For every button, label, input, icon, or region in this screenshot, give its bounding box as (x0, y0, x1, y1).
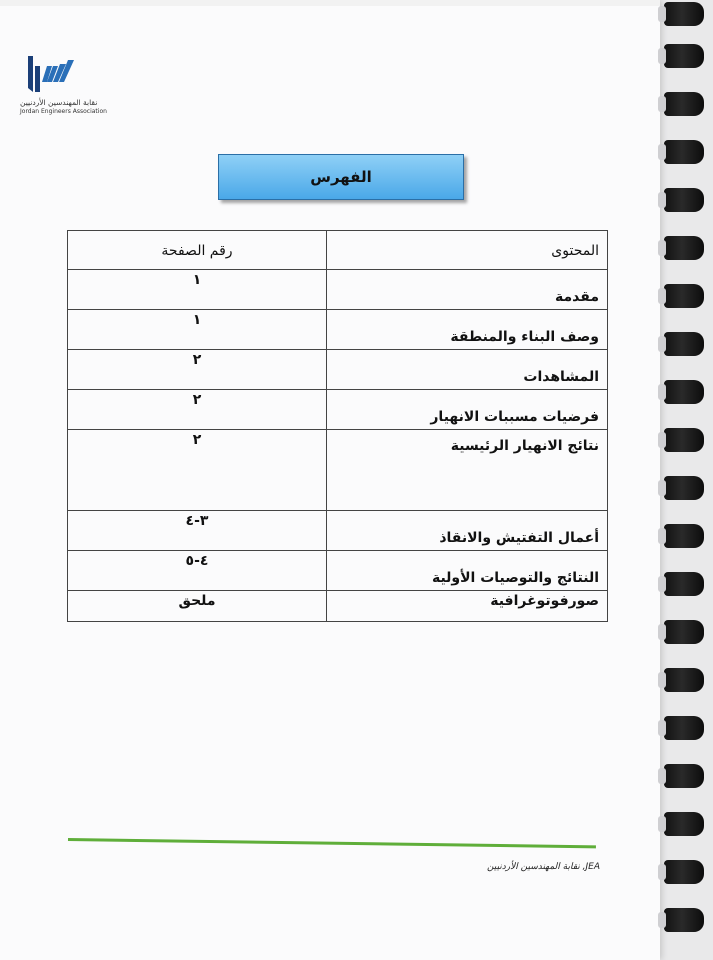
binding-coil (664, 476, 704, 500)
table-row (68, 390, 608, 430)
row-content: النتائج والتوصيات الأولية (327, 551, 608, 591)
header-page-number: رقم الصفحة (68, 231, 327, 270)
binding-coil (664, 860, 704, 884)
index-title: الفهرس (218, 154, 464, 200)
header-content: المحتوى (327, 231, 608, 270)
jea-logo-icon (24, 52, 76, 98)
row-page: ٢ (68, 390, 327, 430)
binding-coil (664, 332, 704, 356)
binding-coil (664, 380, 704, 404)
row-page: ٢ (68, 430, 327, 511)
row-page: ٢ (68, 350, 327, 390)
binding-coil (664, 668, 704, 692)
binding-coil (664, 92, 704, 116)
logo-name-arabic: نقابة المهندسين الأردنيين (20, 98, 98, 107)
binding-coil (664, 620, 704, 644)
binding-coil (664, 716, 704, 740)
table-row (68, 511, 608, 551)
row-page: ٣-٤ (68, 511, 327, 551)
row-content: وصف البناء والمنطقة (327, 310, 608, 350)
logo-name-english: Jordan Engineers Association (20, 108, 107, 115)
binding-coil (664, 812, 704, 836)
binding-coil (664, 2, 704, 26)
row-content: المشاهدات (327, 350, 608, 390)
jea-logo (20, 52, 120, 122)
row-page: ١ (68, 310, 327, 350)
row-content: صورفوتوغرافية (327, 591, 608, 622)
table-row (68, 270, 608, 310)
binding-coil (664, 524, 704, 548)
row-content: فرضيات مسببات الانهيار (327, 390, 608, 430)
row-page: ملحق (68, 591, 327, 622)
table-row (68, 430, 608, 511)
table-row (68, 350, 608, 390)
footer-divider (68, 838, 596, 848)
table-header-row (68, 231, 608, 270)
row-content: أعمال التفتيش والانقاذ (327, 511, 608, 551)
binding-coil (664, 140, 704, 164)
binding-coil (664, 44, 704, 68)
binding-coil (664, 428, 704, 452)
table-row (68, 310, 608, 350)
table-row (68, 591, 608, 622)
binding-coil (664, 572, 704, 596)
binding-coil (664, 236, 704, 260)
binding-coil (664, 284, 704, 308)
row-content: نتائج الانهيار الرئيسية (327, 430, 608, 511)
footer-text: JEA, نقابة المهندسين الأردنيين (487, 862, 600, 872)
spiral-binding (660, 0, 713, 960)
row-page: ١ (68, 270, 327, 310)
page-top-edge (0, 0, 660, 6)
binding-coil (664, 188, 704, 212)
table-of-contents (67, 230, 608, 622)
table-row (68, 551, 608, 591)
binding-coil (664, 908, 704, 932)
row-page: ٤-٥ (68, 551, 327, 591)
row-content: مقدمة (327, 270, 608, 310)
binding-coil (664, 764, 704, 788)
